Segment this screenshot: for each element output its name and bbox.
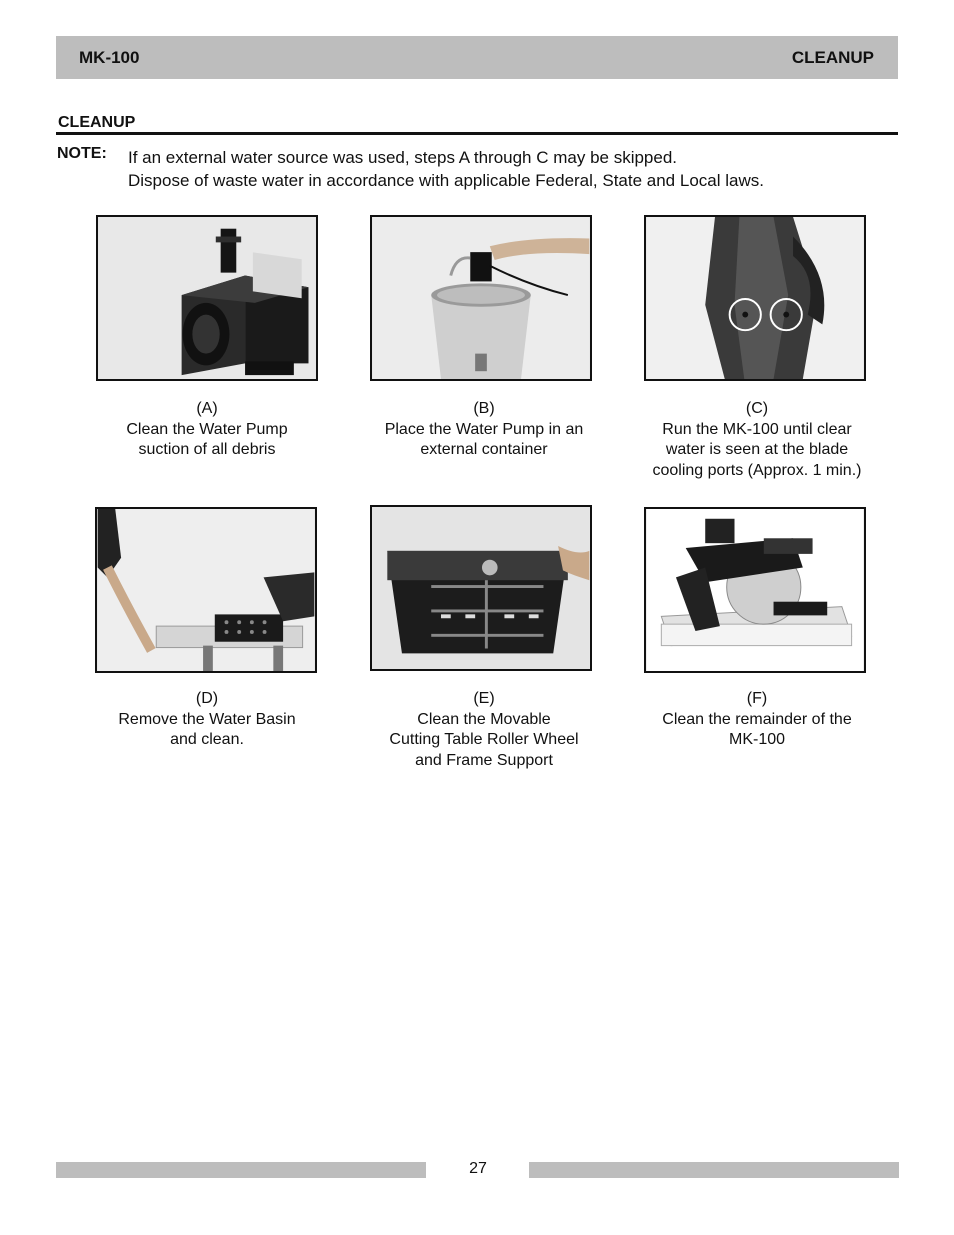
photo-mk100-saw <box>644 507 866 673</box>
note-text <box>128 146 764 192</box>
step-letter: (F) <box>746 690 768 707</box>
section-divider <box>56 132 898 135</box>
step-text: Cutting Table Roller Wheel <box>389 731 579 748</box>
step-letter: (A) <box>196 400 218 417</box>
saw-illustration <box>646 509 864 671</box>
water-pump-illustration <box>98 217 316 379</box>
step-text: Clean the Movable <box>417 710 551 728</box>
note-line: If an external water source was used, steps A through C may be skipped. <box>128 148 678 167</box>
section-title: CLEANUP <box>58 114 136 131</box>
page-number: 27 <box>469 1160 487 1177</box>
step-text: Clean the remainder of the <box>662 710 852 728</box>
footer-bar-left <box>56 1162 426 1178</box>
bucket-illustration <box>372 217 590 379</box>
footer-bar-right <box>529 1162 899 1178</box>
caption-step-c <box>632 399 882 481</box>
step-letter: (B) <box>473 400 495 417</box>
step-text: Remove the Water Basin <box>118 710 296 728</box>
step-letter: (C) <box>745 400 769 417</box>
water-basin-illustration <box>97 509 315 671</box>
step-text: Place the Water Pump in an <box>384 420 584 438</box>
cooling-ports-illustration <box>646 217 864 379</box>
step-text: Clean the Water Pump <box>126 420 288 438</box>
cutting-table-illustration <box>372 507 590 669</box>
step-text: cooling ports (Approx. 1 min.) <box>652 461 862 479</box>
header-bar <box>56 36 898 79</box>
step-text: water is seen at the blade <box>665 441 849 458</box>
caption-step-d <box>82 689 332 751</box>
photo-water-pump <box>96 215 318 381</box>
step-letter: (E) <box>473 690 495 707</box>
step-text: and Frame Support <box>415 751 553 769</box>
photo-water-basin <box>95 507 317 673</box>
step-letter: (D) <box>195 690 219 707</box>
caption-step-b <box>359 399 609 461</box>
header-section: CLEANUP <box>791 47 874 67</box>
step-text: Run the MK-100 until clear <box>662 420 852 438</box>
photo-pump-in-bucket <box>370 215 592 381</box>
caption-step-a <box>82 399 332 461</box>
step-text: MK-100 <box>728 731 786 748</box>
photo-cooling-ports <box>644 215 866 381</box>
step-text: external container <box>420 441 548 458</box>
step-text: suction of all debris <box>138 441 276 458</box>
photo-cutting-table <box>370 505 592 671</box>
step-text: and clean. <box>170 731 244 748</box>
caption-step-f <box>632 689 882 751</box>
caption-step-e <box>359 689 609 771</box>
note-label: NOTE: <box>57 145 107 162</box>
header-model: MK-100 <box>79 47 140 67</box>
note-line: Dispose of waste water in accordance with applicable Federal, State and Local laws. <box>128 171 764 190</box>
